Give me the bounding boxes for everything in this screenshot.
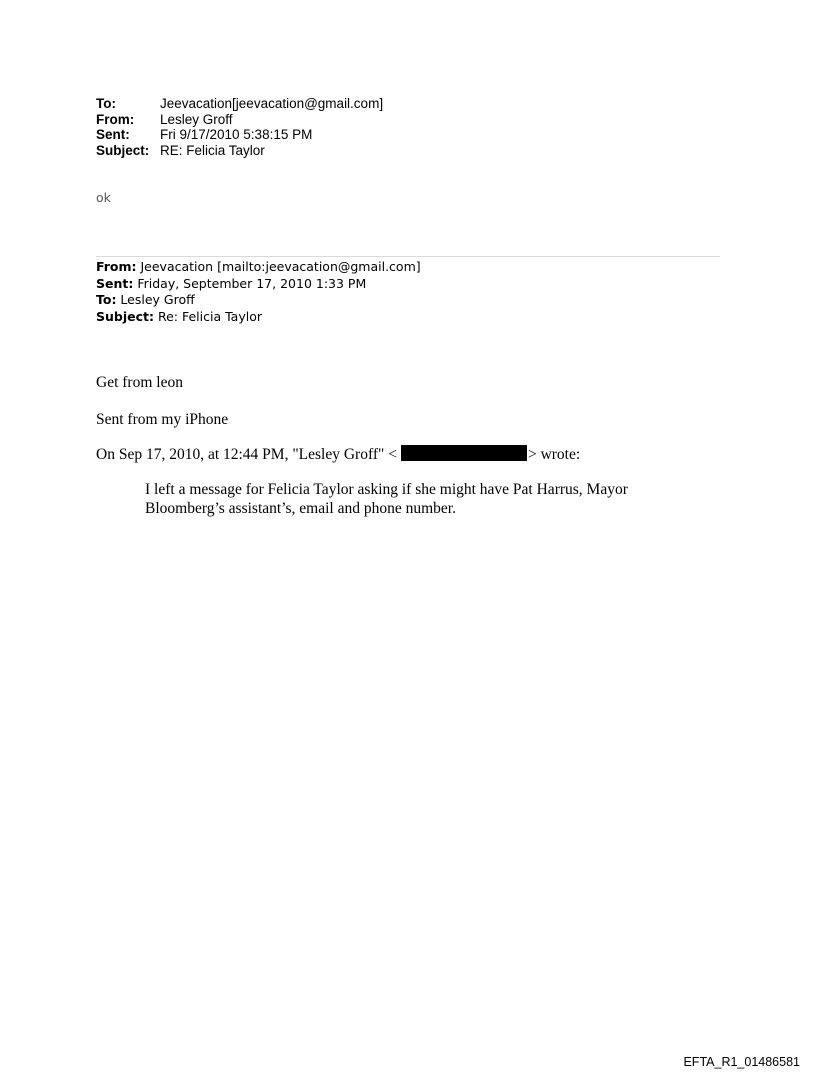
attribution-prefix: On Sep 17, 2010, at 12:44 PM, "Lesley Groff" < <box>96 446 397 463</box>
header-sent-row <box>96 127 383 143</box>
forwarded-sent-value: Friday, September 17, 2010 1:33 PM <box>133 275 367 291</box>
header-from-row <box>96 112 383 128</box>
message-line-sent-from-iphone: Sent from my iPhone <box>96 411 229 428</box>
header-subject-value: RE: Felicia Taylor <box>160 142 265 158</box>
header-sent-value: Fri 9/17/2010 5:38:15 PM <box>160 127 313 142</box>
forwarded-from-row <box>96 259 421 276</box>
forwarded-from-value: Jeevacation [mailto:jeevacation@gmail.com] <box>136 259 421 274</box>
divider <box>96 256 720 257</box>
email-header <box>96 96 383 158</box>
forwarded-sent-label: Sent: <box>96 275 134 291</box>
header-subject-label: Subject: <box>96 142 150 158</box>
header-to-value: Jeevacation[jeevacation@gmail.com] <box>160 96 384 111</box>
redaction-block <box>401 445 527 461</box>
forwarded-subject-value: Re: Felicia Taylor <box>154 308 262 324</box>
header-from-label: From: <box>96 111 135 127</box>
header-to-label: To: <box>96 96 116 111</box>
document-id: EFTA_R1_01486581 <box>683 1055 800 1069</box>
attribution-suffix: > wrote: <box>527 446 581 463</box>
header-sent-label: Sent: <box>96 127 130 142</box>
header-from-value: Lesley Groff <box>160 111 233 127</box>
forwarded-to-value: Lesley Groff <box>116 292 195 307</box>
message-line-get-from-leon: Get from leon <box>96 374 183 391</box>
forwarded-from-label: From: <box>96 259 137 274</box>
quoted-message: I left a message for Felicia Taylor asking if she might have Pat Harrus, Mayor Bloomberg’s assistant’s, email and phone number. <box>145 481 628 517</box>
forwarded-to-row <box>96 292 421 309</box>
header-subject-row <box>96 143 383 159</box>
forwarded-to-label: To: <box>96 292 117 307</box>
forwarded-sent-row <box>96 276 421 293</box>
forwarded-header <box>96 259 421 325</box>
forwarded-subject-label: Subject: <box>96 308 154 324</box>
reply-body: ok <box>96 190 111 205</box>
forwarded-subject-row <box>96 309 421 326</box>
header-to-row <box>96 96 383 112</box>
message-line-attribution <box>96 445 580 464</box>
